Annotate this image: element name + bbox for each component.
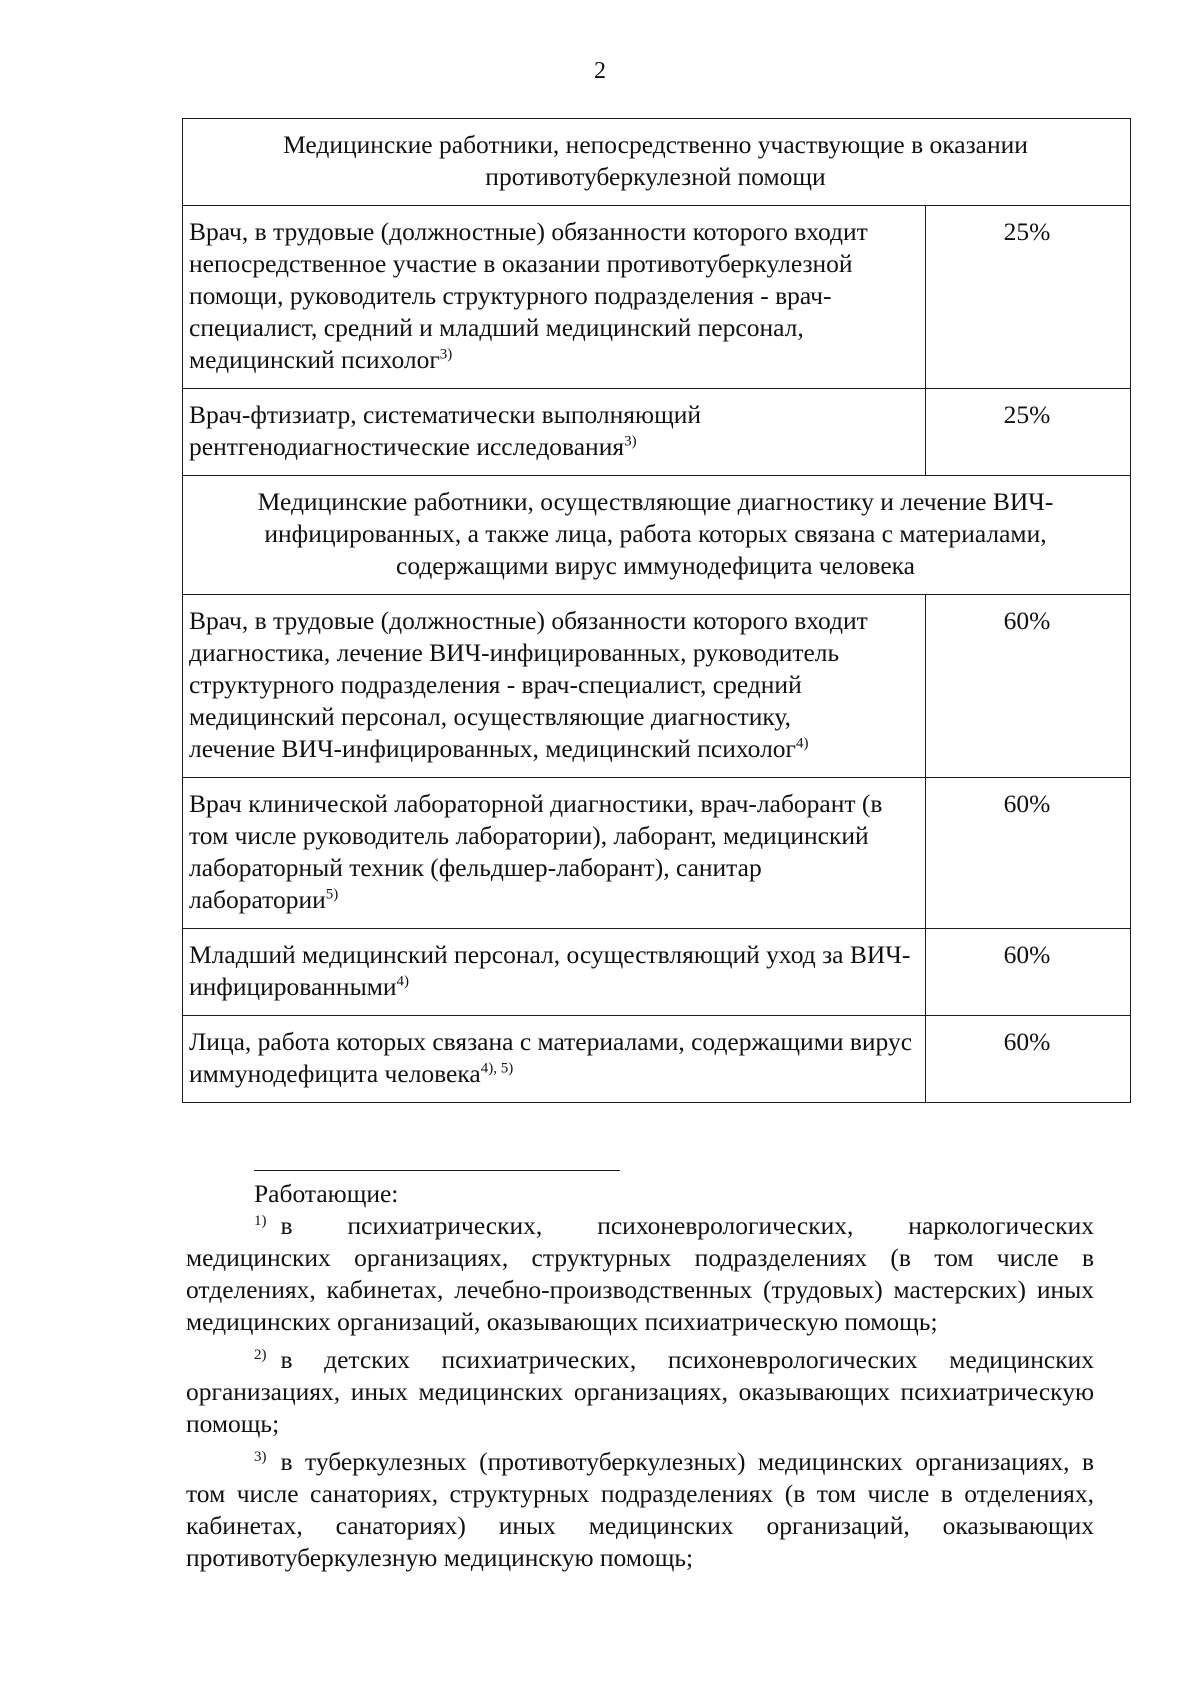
footnote-mark: 3) <box>254 1448 267 1465</box>
position-cell <box>183 929 926 1016</box>
footnote-text: в детских психиатрических, психоневрологических медицинских организациях, иных медицинских организациях, оказывающих психиатрическую помощь; <box>186 1345 1094 1438</box>
rate-cell: 60% <box>926 778 1131 929</box>
table-row <box>183 1016 1131 1103</box>
footnote-ref: 3) <box>624 433 637 450</box>
table-row <box>183 929 1131 1016</box>
footnotes-heading: Работающие: <box>254 1179 399 1208</box>
footnote-item <box>186 1210 1094 1338</box>
table-row <box>183 389 1131 476</box>
position-cell <box>183 595 926 778</box>
position-text: Лица, работа которых связана с материалами, содержащими вирус иммунодефицита человека <box>189 1027 913 1088</box>
position-cell <box>183 206 926 389</box>
footnote-ref: 3) <box>439 346 453 363</box>
position-text: Врач, в трудовые (должностные) обязанности которого входит диагностика, лечение ВИЧ-инфицированных, руководитель структурного подразделения - врач-специалист, средний медицинский персонал, осуществляющие диагностику, <box>189 606 868 731</box>
table-row <box>183 206 1131 389</box>
footnote-separator <box>254 1170 620 1171</box>
position-text-continued: лечение ВИЧ-инфицированных, медицинский психолог <box>189 734 797 763</box>
footnote-ref: 4), 5) <box>480 1060 514 1077</box>
table-row <box>183 778 1131 929</box>
section-title: Медицинские работники, осуществляющие диагностику и лечение ВИЧ-инфицированных, а также лица, работа которых связана с материалами, содержащими вирус иммунодефицита человека <box>183 476 1131 595</box>
section-header-row <box>183 476 1131 595</box>
position-text: Младший медицинский персонал, осуществляющий уход за ВИЧ-инфицированными <box>189 940 911 1001</box>
table-row <box>183 595 1131 778</box>
section-header-row <box>183 119 1131 206</box>
footnote-text: в туберкулезных (противотуберкулезных) медицинских организациях, в том числе санаториях, структурных подразделениях (в том числе в отделениях, кабинетах, санаториях) иных медицинских организаций, оказывающих противотуберкулезную медицинскую помощь; <box>186 1447 1094 1572</box>
footnote-mark: 2) <box>254 1346 267 1363</box>
position-text: Врач-фтизиатр, систематически выполняющий рентгенодиагностические исследования <box>189 400 701 461</box>
rate-cell: 60% <box>926 1016 1131 1103</box>
section-title: Медицинские работники, непосредственно участвующие в оказании противотуберкулезной помощи <box>183 119 1131 206</box>
footnote-ref: 4) <box>396 973 409 990</box>
position-cell <box>183 1016 926 1103</box>
position-cell <box>183 389 926 476</box>
footnote-item <box>186 1344 1094 1440</box>
rate-cell: 60% <box>926 595 1131 778</box>
footnote-mark: 1) <box>254 1212 267 1229</box>
footnote-text: в психиатрических, психоневрологических, наркологических медицинских организациях, структурных подразделениях (в том числе в отделениях, кабинетах, лечебно-производственных (трудовых) мастерских) иных медицинских организаций, оказывающих психиатрическую помощь; <box>186 1211 1094 1336</box>
rate-cell: 60% <box>926 929 1131 1016</box>
rate-cell: 25% <box>926 206 1131 389</box>
position-cell <box>183 778 926 929</box>
position-text: Врач клинической лабораторной диагностики, врач-лаборант (в том числе руководитель лаборатории), лаборант, медицинский лабораторный техник (фельдшер-лаборант), санитар лаборатории <box>189 789 883 914</box>
allowance-table <box>182 118 1131 1103</box>
position-text: Врач, в трудовые (должностные) обязанности которого входит непосредственное участие в оказании противотуберкулезной помощи, руководитель структурного подразделения - врач-специалист, средний и младший медицинский персонал, медицинский психолог <box>189 217 868 374</box>
footnote-ref: 4) <box>796 735 809 752</box>
footnote-item <box>186 1446 1094 1574</box>
footnotes <box>186 1178 1094 1580</box>
rate-cell: 25% <box>926 389 1131 476</box>
page-number: 2 <box>594 58 606 84</box>
footnote-ref: 5) <box>325 886 339 903</box>
